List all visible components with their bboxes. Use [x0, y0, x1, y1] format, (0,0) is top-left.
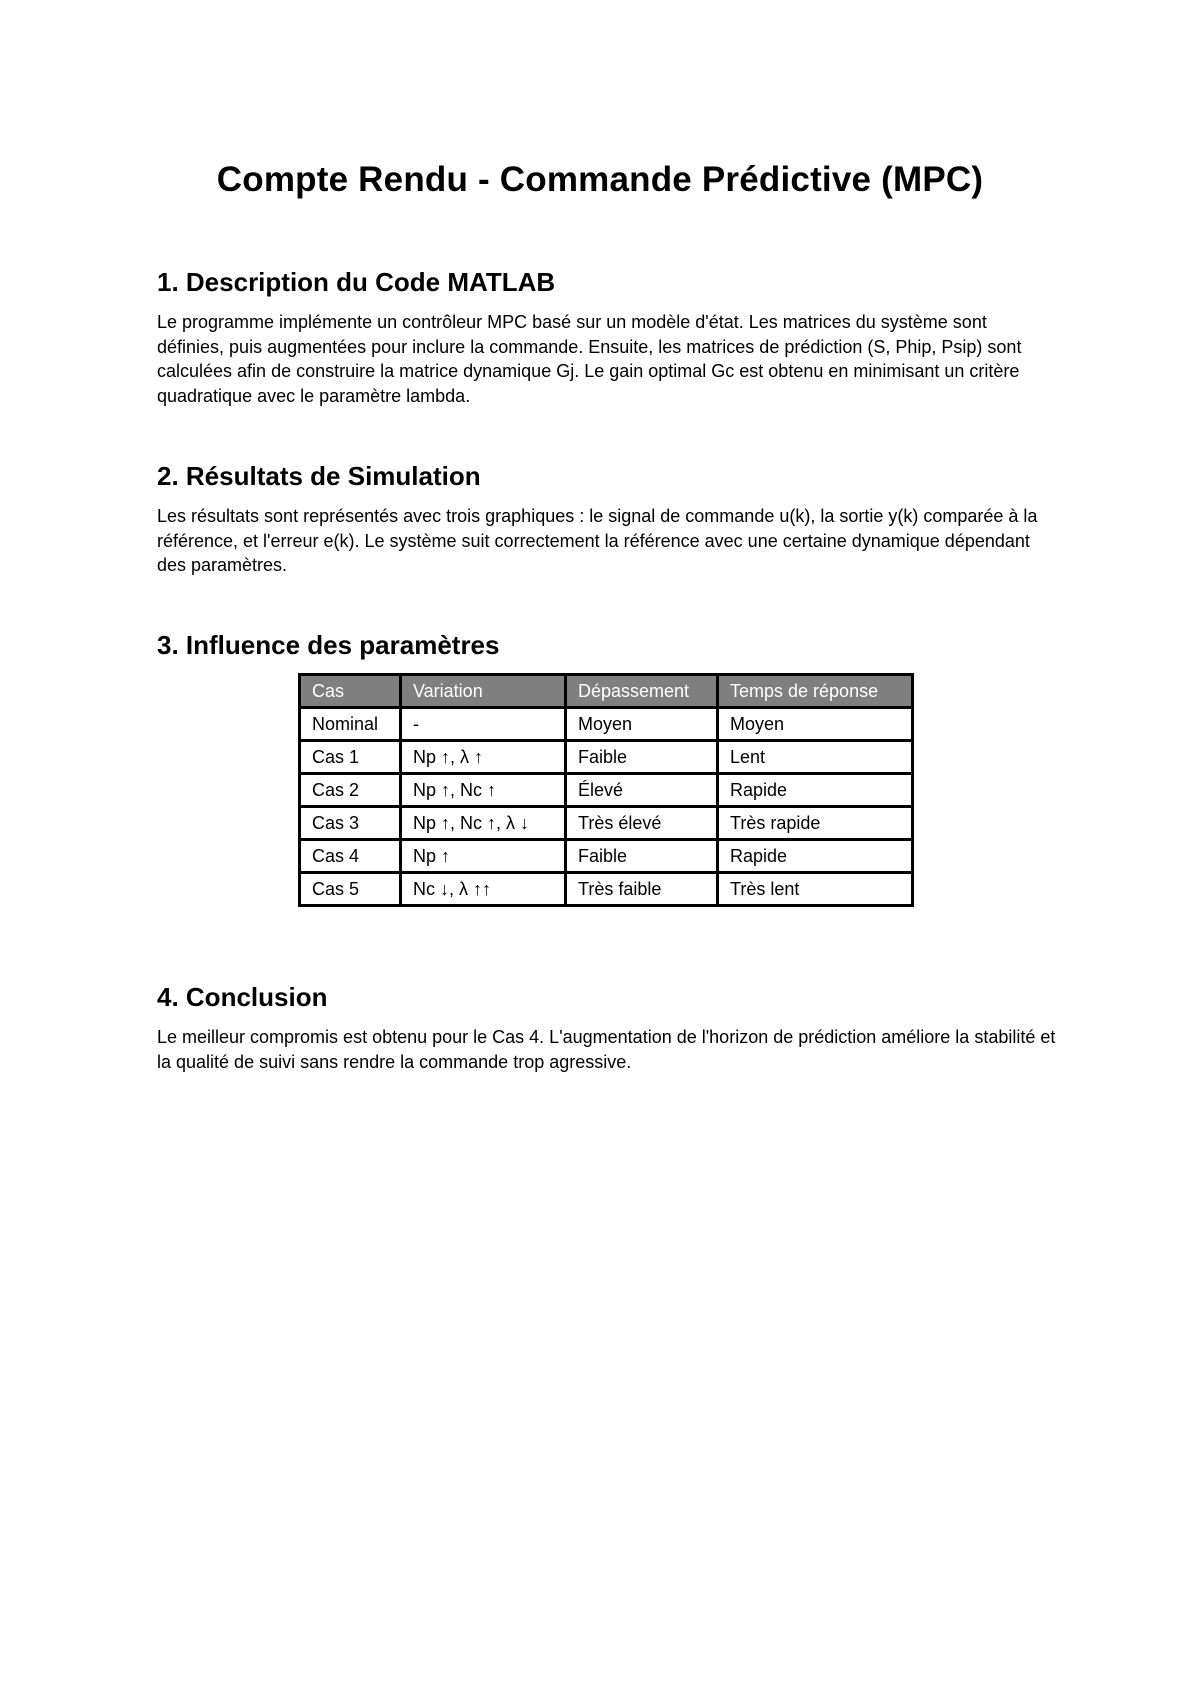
- table-row: [300, 873, 913, 906]
- section-heading: 3. Influence des paramètres: [157, 630, 500, 660]
- cell-depassement: Moyen: [566, 708, 718, 741]
- table-row: [300, 741, 913, 774]
- cell-cas: Cas 2: [300, 774, 401, 807]
- cell-temps-de-reponse: Lent: [718, 741, 913, 774]
- document-title: Compte Rendu - Commande Prédictive (MPC): [216, 160, 984, 199]
- cell-depassement: Très élevé: [566, 807, 718, 840]
- section-paragraph: Le meilleur compromis est obtenu pour le Cas 4. L'augmentation de l'horizon de prédiction améliore la stabilité et la qualité de suivi sans rendre la commande trop agressive.: [157, 1027, 1056, 1072]
- cell-cas: Nominal: [300, 708, 401, 741]
- section-paragraph: Les résultats sont représentés avec trois graphiques : le signal de commande u(k), la sortie y(k) comparée à la référence, et l'erreur e(k). Le système suit correctement la référence avec une certaine dynamique dépendant des paramètres.: [157, 506, 1038, 575]
- section-heading: 2. Résultats de Simulation: [157, 461, 481, 491]
- section-paragraph: Le programme implémente un contrôleur MPC basé sur un modèle d'état. Les matrices du système sont définies, puis augmentées pour inclure la commande. Ensuite, les matrices de prédiction (S, Phip, Psip) sont calculées afin de construire la matrice dynamique Gj. Le gain optimal Gc est obtenu en minimisant un critère quadratique avec le paramètre lambda.: [157, 312, 1022, 406]
- table-header-row: [300, 675, 913, 708]
- cell-temps-de-reponse: Rapide: [718, 774, 913, 807]
- cell-depassement: Faible: [566, 741, 718, 774]
- cell-cas: Cas 4: [300, 840, 401, 873]
- section-conclusion: [157, 981, 1057, 1074]
- header-cas: Cas: [300, 675, 401, 708]
- cell-variation: Np ↑, Nc ↑, λ ↓: [401, 807, 566, 840]
- header-variation: Variation: [401, 675, 566, 708]
- cell-variation: -: [401, 708, 566, 741]
- table-row: [300, 840, 913, 873]
- cell-depassement: Faible: [566, 840, 718, 873]
- cell-depassement: Très faible: [566, 873, 718, 906]
- cell-variation: Np ↑: [401, 840, 566, 873]
- parameters-table: [298, 673, 914, 907]
- cell-variation: Np ↑, λ ↑: [401, 741, 566, 774]
- table-row: [300, 708, 913, 741]
- cell-cas: Cas 3: [300, 807, 401, 840]
- table-row: [300, 807, 913, 840]
- cell-cas: Cas 1: [300, 741, 401, 774]
- section-description: [157, 266, 1057, 408]
- cell-variation: Np ↑, Nc ↑: [401, 774, 566, 807]
- header-depassement: Dépassement: [566, 675, 718, 708]
- cell-temps-de-reponse: Très rapide: [718, 807, 913, 840]
- cell-temps-de-reponse: Moyen: [718, 708, 913, 741]
- table-row: [300, 774, 913, 807]
- header-temps-de-reponse: Temps de réponse: [718, 675, 913, 708]
- section-results: [157, 460, 1057, 578]
- cell-cas: Cas 5: [300, 873, 401, 906]
- cell-variation: Nc ↓, λ ↑↑: [401, 873, 566, 906]
- cell-temps-de-reponse: Rapide: [718, 840, 913, 873]
- section-parameters: [157, 629, 1057, 661]
- section-heading: 1. Description du Code MATLAB: [157, 267, 556, 297]
- cell-temps-de-reponse: Très lent: [718, 873, 913, 906]
- section-heading: 4. Conclusion: [157, 982, 328, 1012]
- cell-depassement: Élevé: [566, 774, 718, 807]
